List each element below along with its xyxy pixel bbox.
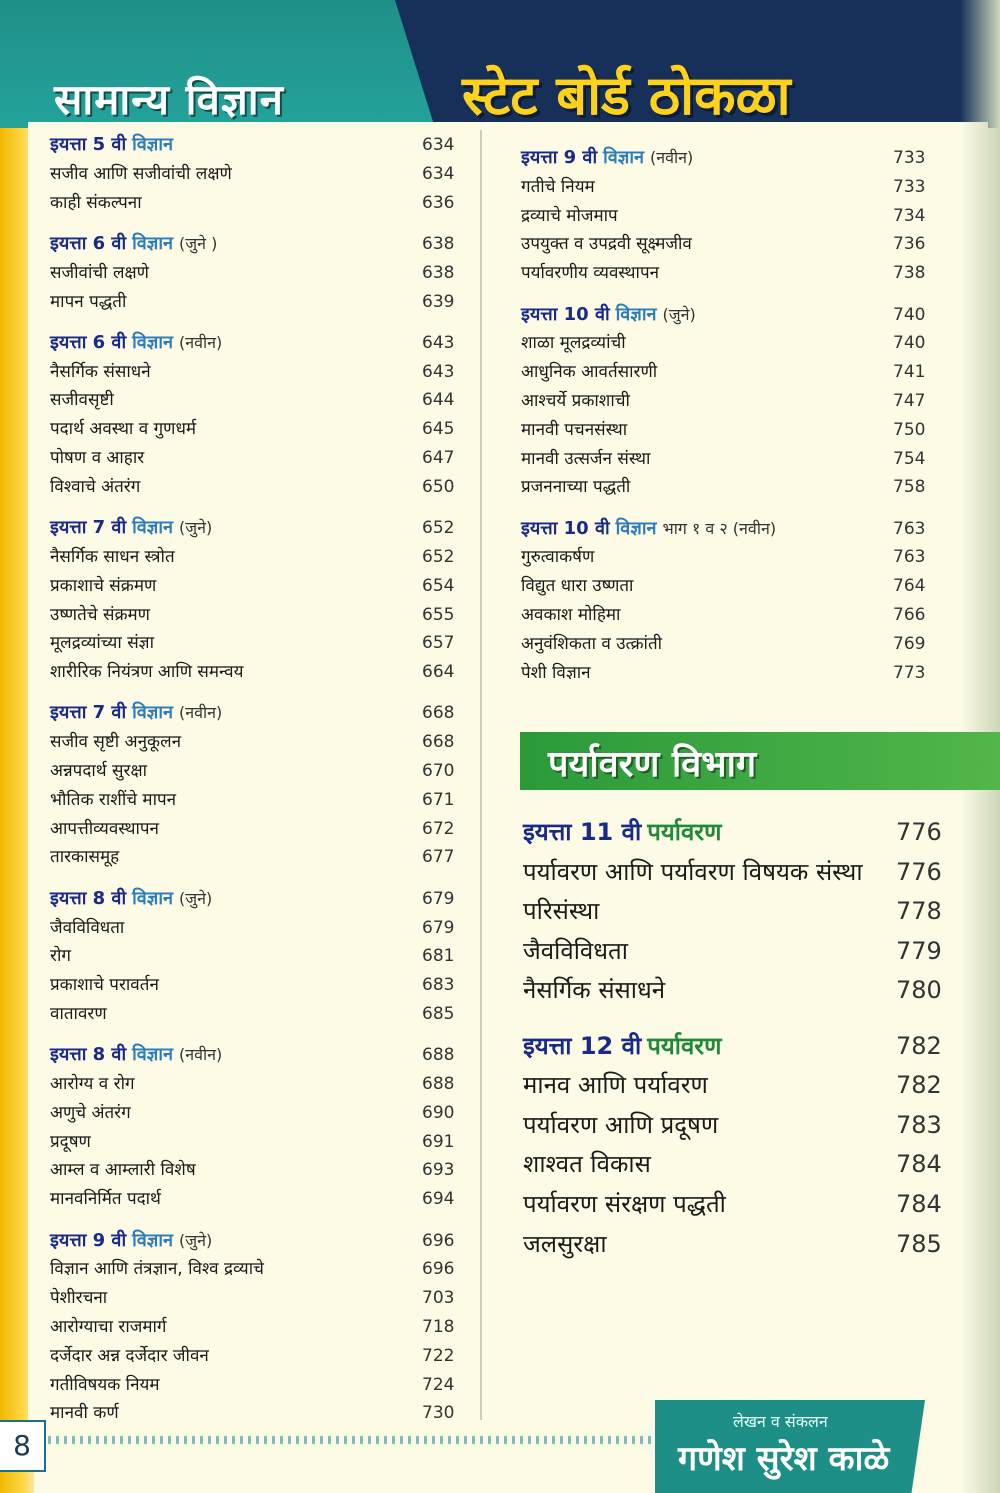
- edition-label: (जुने ): [178, 233, 218, 253]
- heading-label: [523, 815, 727, 852]
- toc-entry: [50, 1157, 470, 1183]
- entry-label: आम्ल व आम्लारी विशेष: [50, 1160, 196, 1181]
- page-ref: 634: [422, 163, 455, 184]
- page-ref: 750: [893, 419, 926, 440]
- page-ref: 683: [422, 975, 455, 996]
- toc-entry: [523, 1147, 953, 1181]
- entry-label: दर्जेदार अन्न दर्जेदार जीवन: [50, 1345, 209, 1366]
- subject-label: विज्ञान: [132, 1229, 173, 1251]
- entry-label: आरोग्य व रोग: [50, 1074, 135, 1094]
- toc-entry: [50, 1129, 470, 1155]
- page-ref: 654: [422, 575, 455, 596]
- book-title: स्टेट बोर्ड ठोकळा: [462, 63, 791, 127]
- page-ref: 738: [893, 263, 926, 284]
- toc-entry: [523, 1068, 953, 1102]
- grade-label: इयत्ता 8 वी: [50, 887, 127, 909]
- page-ref: 685: [422, 1003, 455, 1024]
- page-ref: 679: [422, 888, 455, 909]
- heading-label: [521, 145, 693, 171]
- heading-label: [521, 302, 696, 328]
- page-ref: 764: [893, 576, 926, 597]
- entry-label: परिसंस्था: [523, 897, 600, 926]
- entry-label: जलसुरक्षा: [523, 1229, 607, 1258]
- toc-entry: [50, 1071, 470, 1097]
- toc-entry: [523, 855, 953, 889]
- toc-entry: [50, 659, 470, 685]
- subject-label: विज्ञान: [132, 702, 173, 724]
- toc-entry: [50, 474, 470, 500]
- edition-label: (जुने): [178, 1230, 213, 1250]
- entry-label: मानवी पचनसंस्था: [521, 419, 628, 440]
- grade-label: इयत्ता 9 वी: [521, 147, 598, 168]
- entry-label: जैवविविधता: [50, 917, 125, 938]
- entry-label: प्रजननाच्या पद्धती: [521, 477, 631, 498]
- entry-label: अनुवंशिकता व उत्क्रांती: [521, 633, 663, 654]
- environment-banner-label: पर्यावरण विभाग: [548, 743, 757, 785]
- edition-label: (नवीन): [178, 332, 223, 352]
- toc-entry: [50, 1285, 470, 1311]
- entry-label: शारीरिक नियंत्रण आणि समन्वय: [50, 662, 244, 683]
- page-ref: 652: [422, 546, 455, 567]
- grade-label: इयत्ता 10 वी: [521, 303, 610, 325]
- page-ref: 776: [896, 857, 942, 886]
- toc-entry: [50, 787, 470, 813]
- edition-label: (जुने): [662, 304, 696, 324]
- page-ref: 643: [422, 332, 455, 353]
- subject-label: विज्ञान: [132, 331, 173, 353]
- toc-section-heading: [521, 516, 941, 542]
- toc-section-heading: [50, 515, 470, 541]
- heading-label: [50, 515, 212, 541]
- page-ref: 783: [896, 1110, 942, 1139]
- entry-label: सजीवसृष्टी: [50, 390, 114, 411]
- entry-label: प्रदूषण: [50, 1131, 91, 1152]
- page-ref: 766: [893, 605, 926, 625]
- toc-entry: [521, 544, 941, 570]
- toc-entry: [521, 660, 941, 686]
- entry-label: आश्चर्ये प्रकाशाची: [521, 390, 630, 411]
- page-ref: 778: [896, 897, 942, 926]
- page-ref: 733: [893, 176, 926, 197]
- page-ref: 672: [422, 818, 455, 839]
- heading-label: [50, 886, 212, 912]
- entry-label: नैसर्गिक संसाधने: [50, 361, 151, 382]
- subject-label: विज्ञान: [615, 517, 657, 539]
- grade-label: इयत्ता 12 वी: [523, 1031, 642, 1060]
- page-ref: 643: [422, 361, 455, 382]
- page-number: 8: [0, 1420, 46, 1472]
- entry-label: गुरुत्वाकर्षण: [521, 547, 595, 568]
- toc-entry: [50, 1186, 470, 1212]
- page-ref: 724: [422, 1374, 455, 1395]
- toc-entry: [50, 602, 470, 628]
- toc-section-heading: [50, 700, 470, 726]
- subject-label: विज्ञान: [132, 517, 173, 539]
- page-ref: 696: [422, 1230, 455, 1251]
- page-ref: 718: [422, 1316, 455, 1337]
- subject-label: विज्ञान: [132, 1044, 173, 1066]
- section-title-general-science: सामान्य विज्ञान: [54, 75, 284, 124]
- page-ref: 638: [422, 233, 455, 254]
- entry-label: शाळा मूलद्रव्यांची: [521, 333, 626, 354]
- entry-label: द्रव्याचे मोजमाप: [521, 205, 618, 226]
- toc-entry: [521, 330, 941, 356]
- page-ref: 779: [896, 936, 942, 965]
- page-ref: 722: [422, 1345, 455, 1366]
- page-ref: 634: [422, 135, 455, 155]
- grade-label: इयत्ता 11 वी: [523, 818, 642, 846]
- toc-section-heading: [50, 1042, 470, 1068]
- entry-label: मानव आणि पर्यावरण: [523, 1071, 708, 1100]
- entry-label: आरोग्याचा राजमार्ग: [50, 1316, 167, 1337]
- entry-label: नैसर्गिक साधन स्त्रोत: [50, 546, 175, 567]
- page-ref: 747: [893, 390, 926, 411]
- toc-entry: [523, 934, 953, 968]
- subject-label: विज्ञान: [603, 147, 644, 168]
- page-ref: 671: [422, 789, 455, 810]
- entry-label: अन्नपदार्थ सुरक्षा: [50, 761, 148, 781]
- toc-entry: [521, 573, 941, 599]
- heading-label: [50, 1042, 222, 1068]
- toc-entry: [50, 1314, 470, 1340]
- toc-entry: [50, 758, 470, 784]
- page-ref: 668: [422, 703, 455, 724]
- entry-label: शाश्वत विकास: [523, 1150, 651, 1179]
- entry-label: पर्यावरण आणि प्रदूषण: [523, 1110, 719, 1139]
- edition-label: (जुने): [178, 518, 213, 538]
- page-ref: 740: [893, 333, 926, 354]
- toc-section-heading: [523, 815, 953, 849]
- entry-label: प्रकाशाचे संक्रमण: [50, 575, 157, 596]
- toc-entry: [50, 972, 470, 998]
- toc-entry: [50, 1400, 470, 1426]
- entry-label: सजीवांची लक्षणे: [50, 262, 149, 283]
- page-ref: 758: [893, 477, 926, 498]
- toc-entry: [521, 174, 941, 200]
- subject-label: विज्ञान: [132, 232, 173, 254]
- toc-entry: [50, 359, 470, 385]
- toc-entry: [521, 260, 941, 286]
- toc-entry: [50, 1343, 470, 1369]
- environment-section-banner: [520, 732, 1000, 790]
- page-ref: 741: [893, 362, 926, 383]
- toc-section-heading: [50, 231, 470, 257]
- page-ref: 696: [422, 1259, 455, 1280]
- toc-entry: [50, 915, 470, 941]
- entry-label: पर्यावरण संरक्षण पद्धती: [523, 1189, 726, 1218]
- page-ref: 734: [893, 205, 926, 226]
- entry-label: गतीविषयक नियम: [50, 1374, 160, 1395]
- toc-entry: [50, 289, 470, 315]
- edition-label: (नवीन): [649, 148, 694, 167]
- entry-label: नैसर्गिक संसाधने: [523, 976, 666, 1005]
- toc-entry: [50, 387, 470, 413]
- toc-entry: [521, 631, 941, 657]
- toc-entry: [521, 203, 941, 229]
- page-ref: 657: [422, 633, 455, 654]
- heading-label: [50, 132, 179, 158]
- grade-label: इयत्ता 10 वी: [521, 517, 610, 539]
- page-ref: 681: [422, 946, 455, 967]
- entry-label: भौतिक राशींचे मापन: [50, 789, 177, 810]
- heading-label: [50, 1228, 212, 1254]
- toc-entry: [521, 602, 941, 628]
- page-ref: 693: [422, 1160, 455, 1181]
- page-ref: 688: [422, 1074, 455, 1094]
- toc-entry: [50, 1256, 470, 1282]
- toc-section-heading: [521, 145, 941, 171]
- entry-label: उष्णतेचे संक्रमण: [50, 604, 150, 625]
- subject-label: विज्ञान: [132, 134, 173, 155]
- page-ref: 691: [422, 1131, 455, 1152]
- page-ref: 645: [422, 419, 455, 440]
- page-ref: 647: [422, 448, 455, 468]
- entry-label: विद्युत धारा उष्णता: [521, 576, 634, 597]
- toc-entry: [50, 729, 470, 755]
- entry-label: अणुचे अंतरंग: [50, 1102, 131, 1123]
- subject-label: विज्ञान: [615, 303, 657, 325]
- grade-label: इयत्ता 9 वी: [50, 1229, 127, 1251]
- entry-label: पदार्थ अवस्था व गुणधर्म: [50, 419, 197, 440]
- page-ref: 730: [422, 1403, 455, 1424]
- grade-label: इयत्ता 7 वी: [50, 702, 127, 724]
- entry-label: जैवविविधता: [523, 936, 628, 965]
- toc-entry: [523, 1108, 953, 1142]
- entry-label: मूलद्रव्यांच्या संज्ञा: [50, 633, 154, 654]
- entry-label: पर्यावरणीय व्यवस्थापन: [521, 263, 660, 284]
- toc-entry: [50, 1001, 470, 1027]
- toc-section-heading: [521, 302, 941, 328]
- toc-entry: [523, 973, 953, 1007]
- entry-label: काही संकल्पना: [50, 192, 142, 213]
- entry-label: पेशी विज्ञान: [521, 662, 591, 683]
- entry-label: उपयुक्त व उपद्रवी सूक्ष्मजीव: [521, 234, 692, 255]
- toc-entry: [523, 1227, 953, 1261]
- toc-entry: [50, 573, 470, 599]
- edition-label: भाग १ व २ (नवीन): [662, 518, 777, 538]
- heading-label: [50, 330, 222, 356]
- entry-label: आपत्तीव्यवस्थापन: [50, 818, 159, 839]
- heading-label: [523, 1029, 727, 1066]
- page-ref: 754: [893, 448, 926, 469]
- entry-label: विश्वाचे अंतरंग: [50, 476, 141, 497]
- subject-label: विज्ञान: [132, 887, 173, 909]
- toc-entry: [50, 416, 470, 442]
- page-ref: 769: [893, 633, 926, 654]
- toc-section-heading: [50, 1228, 470, 1254]
- page-ref: 688: [422, 1045, 455, 1066]
- page-ref: 677: [422, 847, 455, 868]
- toc-entry: [521, 474, 941, 500]
- toc-section-heading: [50, 132, 470, 158]
- page-ref: 733: [893, 148, 926, 168]
- entry-label: मानवी उत्सर्जन संस्था: [521, 448, 651, 469]
- toc-section-heading: [50, 330, 470, 356]
- heading-label: [50, 231, 217, 257]
- toc-entry: [521, 231, 941, 257]
- entry-label: मापन पद्धती: [50, 291, 127, 312]
- page-ref: 652: [422, 518, 455, 539]
- page-ref: 782: [896, 1071, 942, 1100]
- toc-entry: [50, 943, 470, 969]
- toc-entry: [50, 630, 470, 656]
- page-ref: 650: [422, 476, 455, 497]
- toc-section-heading: [50, 886, 470, 912]
- toc-entry: [50, 1372, 470, 1398]
- toc-entry: [50, 844, 470, 870]
- entry-label: तारकासमूह: [50, 847, 120, 868]
- page-ref: 763: [893, 518, 926, 539]
- footer-dotted-bar: [40, 1436, 660, 1444]
- grade-label: इयत्ता 6 वी: [50, 232, 127, 254]
- toc-entry: [50, 816, 470, 842]
- entry-label: गतीचे नियम: [521, 176, 595, 197]
- edition-label: (जुने): [178, 888, 213, 908]
- page-ref: 636: [422, 192, 455, 213]
- entry-label: वातावरण: [50, 1003, 107, 1024]
- page-ref: 668: [422, 732, 455, 753]
- page-ref: 644: [422, 390, 455, 411]
- page-ref: 694: [422, 1189, 455, 1210]
- page-ref: 785: [896, 1229, 942, 1258]
- column-divider: [480, 130, 482, 1420]
- page-ref: 703: [422, 1288, 455, 1309]
- entry-label: विज्ञान आणि तंत्रज्ञान, विश्व द्रव्याचे: [50, 1259, 264, 1280]
- grade-label: इयत्ता 6 वी: [50, 331, 127, 353]
- entry-label: मानवी कर्ण: [50, 1403, 119, 1424]
- toc-entry: [50, 1100, 470, 1126]
- page-ref: 664: [422, 662, 455, 683]
- page-ref: 690: [422, 1102, 455, 1123]
- entry-label: रोग: [50, 946, 71, 967]
- entry-label: पोषण व आहार: [50, 448, 145, 468]
- subject-label: पर्यावरण: [647, 818, 722, 846]
- toc-entry: [521, 388, 941, 414]
- toc-entry: [521, 446, 941, 472]
- grade-label: इयत्ता 8 वी: [50, 1044, 127, 1066]
- page-ref: 736: [893, 234, 926, 255]
- entry-label: मानवनिर्मित पदार्थ: [50, 1189, 161, 1210]
- heading-label: [50, 700, 222, 726]
- heading-label: [521, 516, 776, 542]
- edition-label: (नवीन): [178, 703, 223, 723]
- page-ref: 784: [896, 1150, 942, 1179]
- entry-label: प्रकाशाचे परावर्तन: [50, 975, 159, 996]
- page-ref: 639: [422, 291, 455, 312]
- entry-label: सजीव आणि सजीवांची लक्षणे: [50, 163, 232, 184]
- toc-entry: [523, 1187, 953, 1221]
- entry-label: अवकाश मोहिमा: [521, 605, 621, 625]
- page-ref: 773: [893, 662, 926, 683]
- grade-label: इयत्ता 7 वी: [50, 517, 127, 539]
- page-ref: 670: [422, 761, 455, 781]
- toc-entry: [50, 544, 470, 570]
- page-ref: 776: [896, 818, 942, 846]
- page-ref: 679: [422, 917, 455, 938]
- edition-label: (नवीन): [178, 1045, 223, 1065]
- page-ref: 740: [893, 304, 926, 325]
- toc-section-heading: [523, 1029, 953, 1063]
- toc-entry: [50, 445, 470, 471]
- grade-label: इयत्ता 5 वी: [50, 134, 127, 155]
- page-ref: 638: [422, 262, 455, 283]
- author-name: गणेश सुरेश काळे: [678, 1439, 890, 1479]
- entry-label: पेशीरचना: [50, 1288, 108, 1309]
- entry-label: पर्यावरण आणि पर्यावरण विषयक संस्था: [523, 857, 863, 886]
- entry-label: सजीव सृष्टी अनुकूलन: [50, 732, 182, 753]
- toc-entry: [521, 417, 941, 443]
- toc-entry: [50, 190, 470, 216]
- page-ref: 655: [422, 604, 455, 625]
- toc-entry: [50, 260, 470, 286]
- toc-entry: [521, 359, 941, 385]
- entry-label: आधुनिक आवर्तसारणी: [521, 362, 658, 383]
- page-ref: 780: [896, 976, 942, 1005]
- toc-entry: [523, 894, 953, 928]
- page-ref: 784: [896, 1189, 942, 1218]
- page-ref: 763: [893, 547, 926, 568]
- toc-entry: [50, 161, 470, 187]
- page-ref: 782: [896, 1031, 942, 1060]
- credit-label: लेखन व संकलन: [733, 1412, 828, 1431]
- subject-label: पर्यावरण: [647, 1031, 722, 1060]
